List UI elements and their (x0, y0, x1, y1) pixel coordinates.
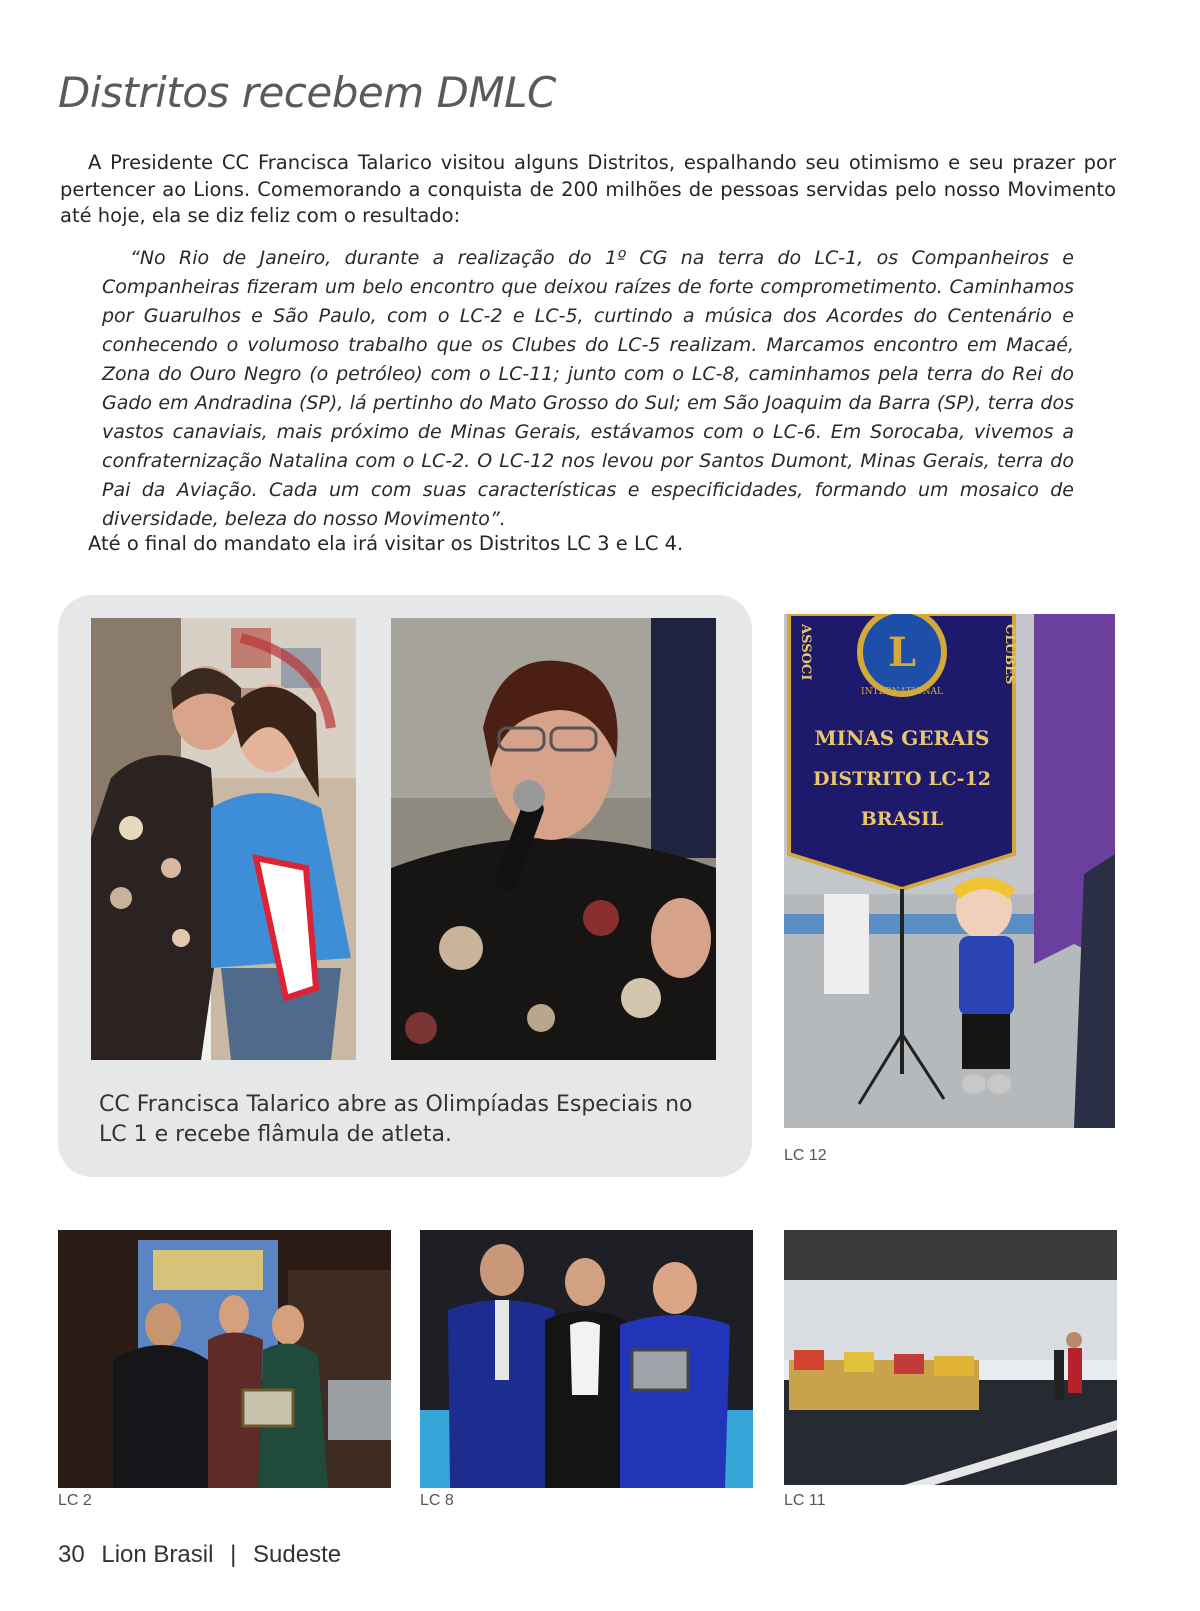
photo-lc2 (58, 1230, 391, 1488)
banner-line-3: BRASIL (860, 808, 944, 830)
photo-panel-caption: CC Francisca Talarico abre as Olimpíadas Especiais no LC 1 e recebe flâmula de atleta. (99, 1092, 693, 1147)
caption-lc11: LC 11 (784, 1492, 826, 1509)
outro-paragraph: Até o final do mandato ela irá visitar os Distritos LC 3 e LC 4. (88, 532, 684, 555)
page-number: 30 (58, 1541, 85, 1568)
intro-text: A Presidente CC Francisca Talarico visitou alguns Distritos, espalhando seu otimismo e seu prazer por pertencer ao Lions. Comemorando a conquista de 200 milhões de pessoas servidas pelo nosso Movimento até hoje, ela se diz feliz com o resultado: (60, 151, 1116, 227)
page-footer (58, 1541, 351, 1569)
publication-name: Lion Brasil (101, 1541, 214, 1568)
intro-paragraph (60, 150, 1116, 230)
quote-text: “No Rio de Janeiro, durante a realização do 1º CG na terra do LC-1, os Companheiros e Companheiras fizeram um belo encontro que deixou raízes de forte comprometimento. Caminhamos por Guarulhos e São Paulo, com o LC-2 e LC-5, curtindo a música dos Acordes do Centenário e conhecendo o volumoso trabalho que os Clubes do LC-5 realizam. Marcamos encontro em Macaé, Zona do Ouro Negro (o petróleo) com o LC-11; junto com o LC-8, caminhamos pela terra do Rei do Gado em Andradina (SP), lá pertinho do Mato Grosso do Sul; em São Joaquim da Barra (SP), terra dos vastos canaviais, mais próximo de Minas Gerais, estávamos com o LC-6. Em Sorocaba, vivemos a confraternização Natalina com o LC-2. O LC-12 nos levou por Santos Dumont, Minas Gerais, terra do Pai da Aviação. Cada um com suas características e especificidades, formando um mosaico de diversidade, beleza do nosso Movimento”. (102, 247, 1074, 530)
svg-text:L: L (887, 629, 917, 676)
photo-lc11 (784, 1230, 1117, 1485)
quote-paragraph (102, 244, 1074, 534)
banner-badge-text: INTERNATIONAL (861, 687, 943, 697)
footer-separator: | (230, 1541, 237, 1568)
article-title: Distritos recebem DMLC (58, 68, 556, 117)
caption-lc12: LC 12 (784, 1147, 827, 1164)
caption-lc8: LC 8 (420, 1492, 454, 1509)
photo-lc1-hug (91, 618, 356, 1060)
banner-line-2: DISTRITO LC-12 (812, 768, 992, 790)
banner-line-1: MINAS GERAIS (814, 726, 990, 750)
photo-lc1-speaker (391, 618, 716, 1060)
caption-lc2: LC 2 (58, 1492, 92, 1509)
section-name: Sudeste (253, 1541, 342, 1568)
photo-lc8 (420, 1230, 753, 1488)
banner-side-left: ASSOCI (798, 624, 813, 681)
banner-side-right: CLUBES (1002, 624, 1017, 685)
photo-lc12 (784, 614, 1115, 1128)
